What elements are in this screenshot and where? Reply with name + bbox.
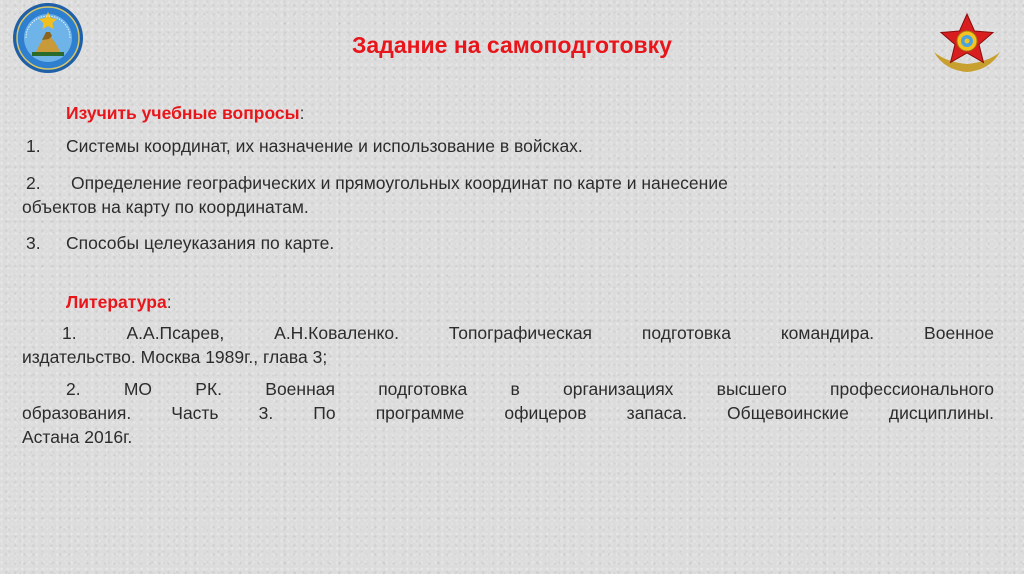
list-item-continuation: объектов на карту по координатам. [22, 197, 309, 217]
literature-item-line: 2. МО РК. Военная подготовка в организациях высшего профессионального [66, 379, 994, 399]
list-item-text: Способы целеуказания по карте. [66, 233, 335, 253]
list-item-text: Определение географических и прямоугольных координат по карте и нанесение [71, 173, 728, 193]
study-heading-text: Изучить учебные вопросы [66, 103, 300, 123]
literature-item-line: 1. А.А.Псарев, А.Н.Коваленко. Топографическая подготовка командира. Военное [62, 323, 994, 343]
list-item [26, 233, 334, 254]
literature-item-line: Астана 2016г. [22, 427, 133, 447]
literature-item-line: образования. Часть 3. По программе офицеров запаса. Общевоинские дисциплины. [22, 403, 994, 423]
literature-heading [66, 292, 172, 313]
page-title: Задание на самоподготовку [352, 32, 672, 58]
study-heading-colon: : [299, 103, 305, 123]
list-item [26, 136, 583, 157]
list-item-text: Системы координат, их назначение и использование в войсках. [66, 136, 583, 156]
literature-heading-colon: : [166, 292, 172, 312]
list-item-number: 1. [26, 136, 41, 156]
literature-item-line: издательство. Москва 1989г., глава 3; [22, 347, 328, 367]
list-item-number: 2. [26, 173, 41, 193]
list-item [26, 173, 728, 194]
literature-heading-text: Литература [66, 292, 167, 312]
list-item-number: 3. [26, 233, 41, 253]
study-heading [66, 103, 305, 124]
